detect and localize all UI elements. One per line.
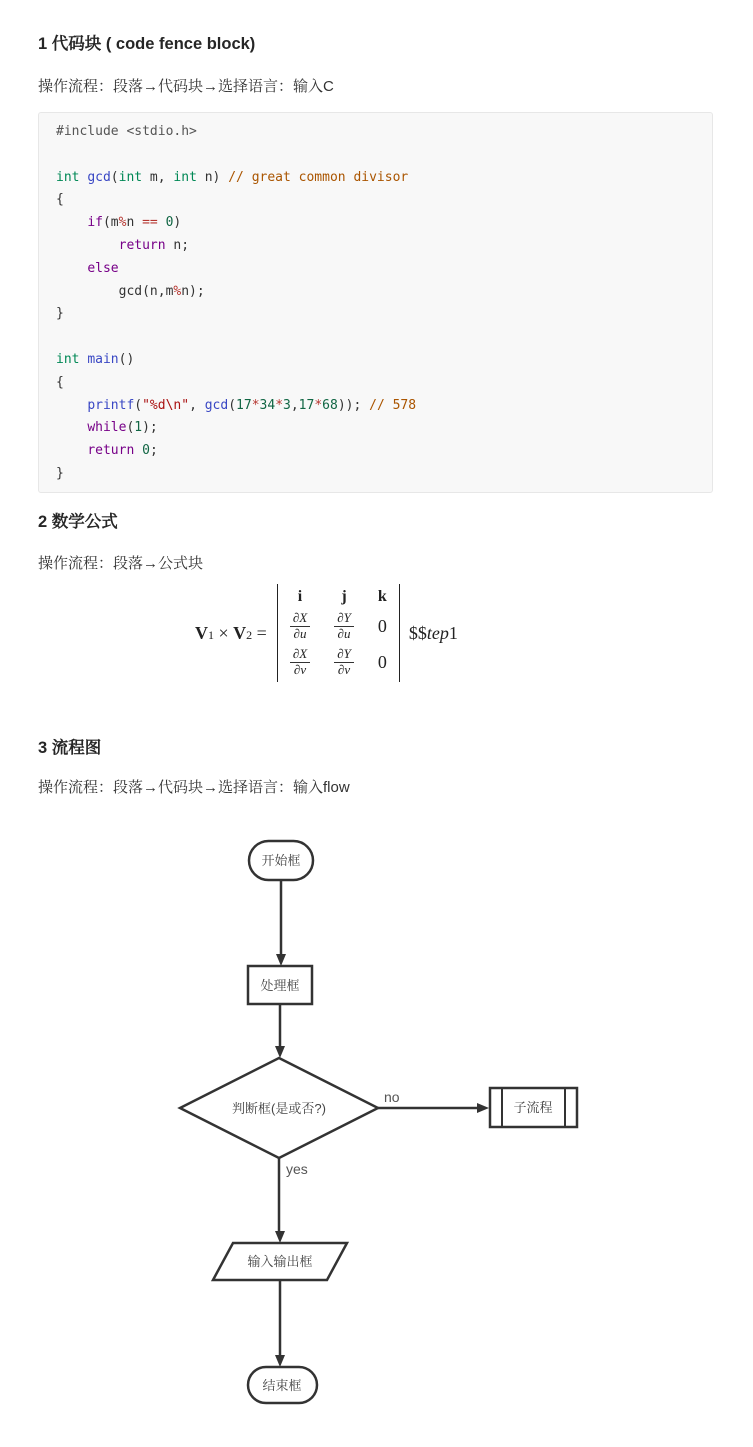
arrowhead-io-end [275, 1355, 285, 1367]
arrowhead-decision-io [275, 1231, 285, 1243]
code-line: int gcd(int m, int n) // great common divisor [56, 169, 409, 185]
code-line: if(m%n == 0) [87, 215, 182, 231]
code-line: printf("%d\n", gcd(17*34*3,17*68)); // 578 [87, 397, 417, 413]
arrowhead-process-decision [275, 1046, 285, 1058]
matrix-zero-2: 0 [377, 651, 387, 672]
section-3-heading: 3 流程图 [38, 739, 102, 757]
code-line: else [87, 260, 119, 276]
section-2-heading: 2 数学公式 [38, 513, 118, 531]
edge-label-no: no [384, 1089, 400, 1105]
math-formula-block [195, 586, 458, 680]
vector-v2: V [233, 622, 247, 643]
vector-v1-subscript: 1 [208, 627, 214, 642]
arrowhead-start-process [276, 954, 286, 966]
unit-vector-j: j [341, 588, 347, 606]
edge-label-yes: yes [286, 1161, 308, 1177]
section-1-paragraph: 操作流程：段落→代码块→选择语言：输入C [38, 78, 334, 95]
end-node-label: 结束框 [262, 1378, 302, 1393]
determinant-matrix [277, 584, 400, 682]
code-line: return 0; [87, 443, 158, 459]
partial-dy-du: $\frac{\partial Y}{\partial u}$ [334, 611, 354, 642]
decision-node-label: 判断框(是或否?) [232, 1101, 326, 1116]
section-2-paragraph: 操作流程：段落→公式块 [38, 555, 204, 572]
code-line: return n; [118, 237, 190, 253]
unit-vector-i: i [297, 588, 303, 606]
code-fence-block [38, 112, 713, 493]
unit-vector-k: k [377, 588, 387, 606]
code-line: while(1); [87, 420, 158, 436]
vector-v2-subscript: 2 [246, 627, 253, 642]
matrix-zero-1: 0 [377, 616, 387, 637]
math-lhs [195, 623, 267, 644]
code-line [56, 144, 712, 167]
trailer-word: tep [426, 622, 449, 643]
equals-sign: = [252, 622, 267, 643]
code-line: gcd(n,m%n); [56, 283, 205, 299]
code-line: #include <stdio.h> [56, 124, 197, 139]
partial-dy-dv: $\frac{\partial Y}{\partial v}$ [334, 647, 354, 678]
code-line: { [56, 374, 64, 390]
dollar-signs: $$ [408, 622, 427, 643]
partial-dx-du: $\frac{\partial X}{\partial u}$ [290, 611, 310, 642]
code-line: int main() [56, 351, 135, 367]
code-line: } [56, 306, 64, 322]
vector-v1: V [195, 622, 208, 643]
trailer-digit: 1 [448, 622, 458, 643]
code-line: } [56, 465, 64, 481]
arrowhead-decision-subroutine [477, 1103, 489, 1113]
start-node-label: 开始框 [261, 853, 301, 868]
math-trailer-text [409, 623, 458, 644]
section-3-paragraph: 操作流程：段落→代码块→选择语言：输入flow [38, 779, 350, 796]
io-node-label: 输入输出框 [247, 1254, 313, 1269]
subroutine-node-label: 子流程 [513, 1100, 553, 1115]
cross-operator: × [214, 622, 234, 643]
partial-dx-dv: $\frac{\partial X}{\partial v}$ [290, 647, 310, 678]
process-node-label: 处理框 [260, 978, 300, 993]
code-lines [56, 121, 712, 486]
code-line [56, 326, 712, 349]
section-1-heading: 1 代码块 ( code fence block) [38, 35, 256, 53]
code-line: { [56, 192, 64, 208]
flowchart-diagram [0, 830, 753, 1430]
